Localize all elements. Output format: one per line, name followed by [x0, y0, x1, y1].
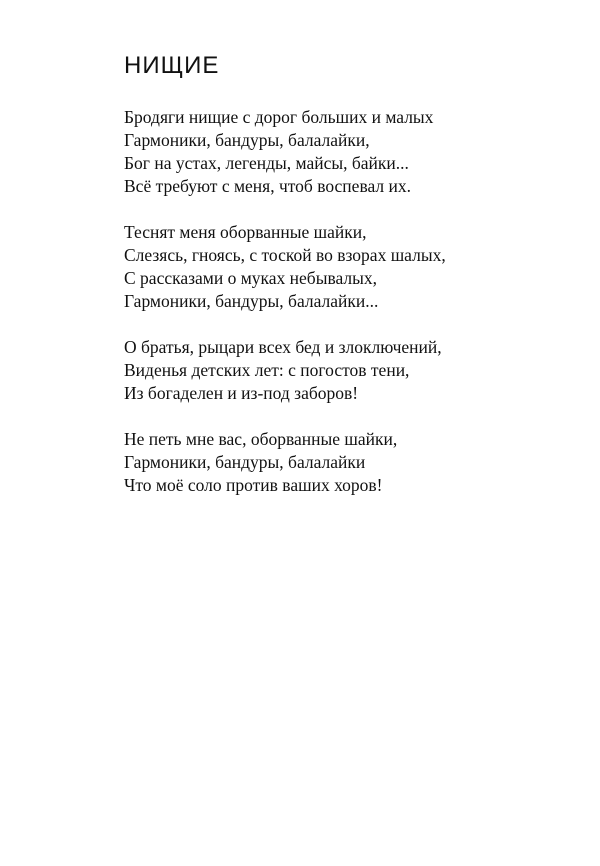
poem-line: Всё требуют с меня, чтоб воспевал их.: [124, 176, 411, 196]
poem-line: Гармоники, бандуры, балалайки,: [124, 130, 370, 150]
poem-title: НИЩИЕ: [124, 52, 220, 79]
poem-body: [124, 106, 544, 520]
poem-line: С рассказами о муках небывалых,: [124, 268, 378, 288]
poem-line: Слезясь, гноясь, с тоской во взорах шалых,: [124, 245, 446, 265]
poem-line: О братья, рыцари всех бед и злоключений,: [124, 337, 442, 357]
stanza-4: [124, 428, 544, 497]
poem-line: Теснят меня оборванные шайки,: [124, 222, 367, 242]
poem-line: Виденья детских лет: с погостов тени,: [124, 360, 410, 380]
poem-line: Гармоники, бандуры, балалайки...: [124, 291, 379, 311]
poem-line: Гармоники, бандуры, балалайки: [124, 452, 366, 472]
poem-line: Из богаделен и из-под заборов!: [124, 383, 359, 403]
stanza-1: [124, 106, 544, 198]
stanza-2: [124, 221, 544, 313]
poem-line: Бродяги нищие с дорог больших и малых: [124, 107, 434, 127]
poem-line: Не петь мне вас, оборванные шайки,: [124, 429, 398, 449]
poem-line: Бог на устах, легенды, майсы, байки...: [124, 153, 409, 173]
stanza-3: [124, 336, 544, 405]
poem-line: Что моё соло против ваших хоров!: [124, 475, 383, 495]
